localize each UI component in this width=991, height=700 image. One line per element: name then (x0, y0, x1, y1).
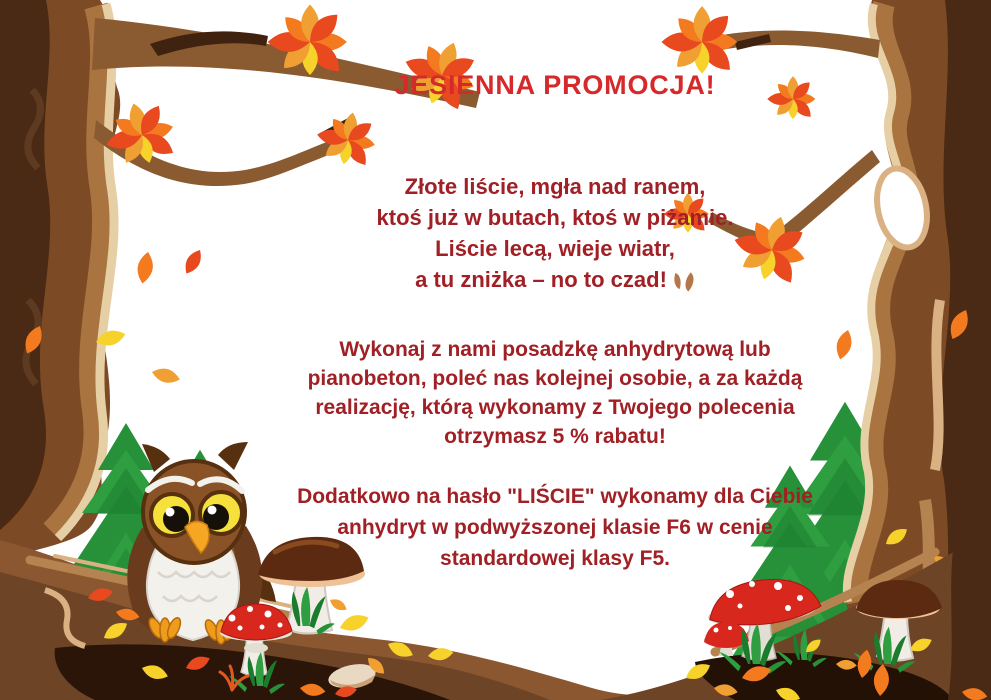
offer-line: pianobeton, poleć nas kolejnej osobie, a za każdą (307, 367, 803, 390)
offer-line: realizację, którą wykonamy z Twojego polecenia (315, 396, 795, 419)
bonus-line: standardowej klasy F5. (440, 547, 670, 570)
left-tree-trunk (0, 0, 120, 560)
fallen-leaves-icon (671, 273, 684, 289)
offer-line: Wykonaj z nami posadzkę anhydrytową lub (339, 338, 771, 361)
bonus-block (245, 481, 865, 574)
offer-line: otrzymasz 5 % rabatu! (444, 425, 666, 448)
offer-block (245, 335, 865, 451)
poem-block (245, 171, 865, 295)
poem-line: Liście lecą, wieje wiatr, (435, 236, 675, 261)
poster-text-column (245, 0, 865, 574)
fallen-leaves-icon (680, 272, 699, 291)
bonus-line: Dodatkowo na hasło "LIŚCIE" wykonamy dla Ciebie (297, 485, 813, 508)
poem-line: Złote liście, mgła nad ranem, (404, 174, 706, 199)
bonus-line: anhydryt w podwyższonej klasie F6 w cenie (337, 516, 773, 539)
poem-line-last: a tu zniżka – no to czad! (245, 264, 865, 295)
poem-line: ktoś już w butach, ktoś w piżamie. (376, 205, 734, 230)
poster-title: JESIENNA PROMOCJA! (394, 70, 716, 100)
